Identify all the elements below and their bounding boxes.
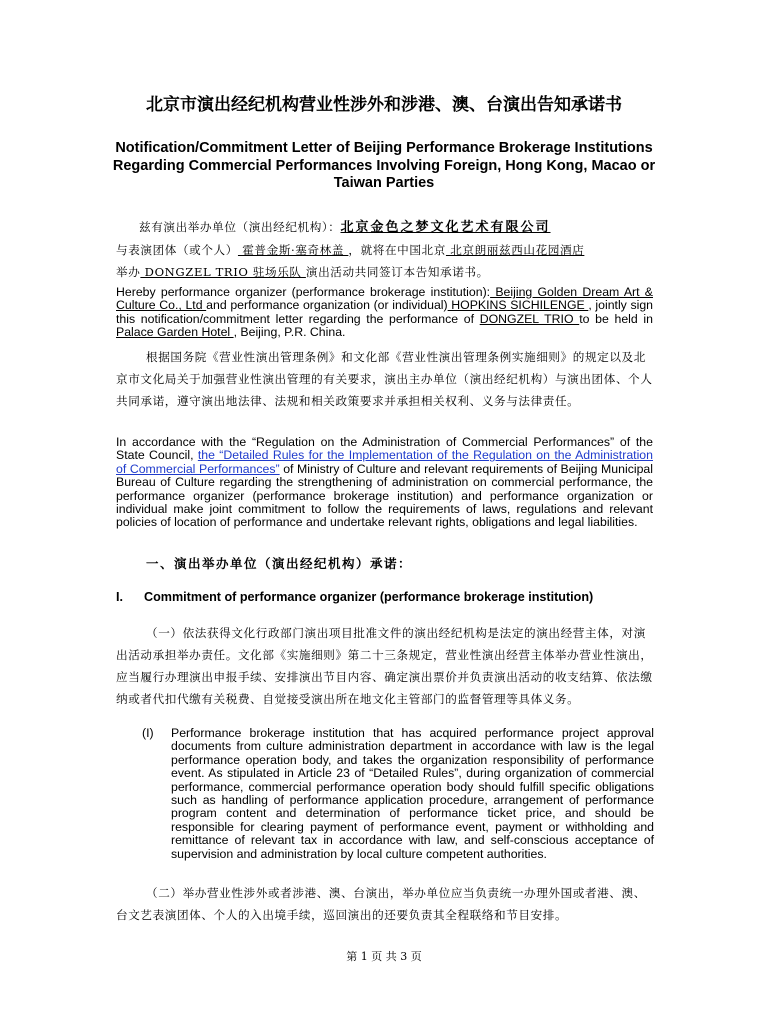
basis-en-text-2: of Ministry of Culture and relevant requirements of Beijing Municipal Bureau of Culture regarding the strengthening of administration on commercial performance, the performance organizer (performance brokerage institution) and performance organization or individual make joint commitment to follow the requirements of laws, regulations and relevant policies of location of performance and undertake relevant rights, obligations and legal liabilities. [116,461,653,530]
intro-chinese [116,216,656,283]
section-heading-english [116,590,656,604]
section-heading-chinese: 一、演出举办单位（演出经纪机构）承诺： [146,556,413,571]
intro-zh-text-5: 演出活动共同签订本告知承诺书。 [305,265,489,279]
performer-name-en: HOPKINS SICHILENGE [447,298,589,313]
legal-basis-chinese: 根据国务院《营业性演出管理条例》和文化部《营业性演出管理条例实施细则》的规定以及北京市文化局关于加强营业性演出管理的有关要求，演出主办单位（演出经纪机构）与演出团体、个人共同承诺，遵守演出地法律、法规和相关政策要求并承担相关权利、义务与法律责任。 [116,350,653,408]
organizer-name-en: Beijing Golden Dream Art & Culture Co., Ltd [116,285,653,313]
event-name-zh: DONGZEL TRIO 驻场乐队 [140,265,306,279]
legal-basis-english [116,436,653,530]
venue-name-en: Palace Garden Hotel [116,325,234,340]
intro-zh-text-2: 与表演团体（或个人） [116,243,238,257]
section-title-english: Commitment of performance organizer (performance brokerage institution) [144,590,594,604]
intro-en-text-2: and performance organization (or individual) [206,298,448,313]
title-english: Notification/Commitment Letter of Beijing Performance Brokerage Institutions Regarding Commercial Performances Involving Foreign, Hong Kong, Macao or Taiwan Parties [112,140,656,191]
intro-zh-text-4: 举办 [116,265,141,279]
title-chinese: 北京市演出经纪机构营业性涉外和涉港、澳、台演出告知承诺书 [146,95,622,115]
intro-zh-text-1: 兹有演出举办单位（演出经纪机构）： [139,220,341,234]
venue-name-zh: 北京朗丽兹西山花园酒店 [445,243,585,257]
intro-english [116,286,653,340]
performer-name-zh: 霍普金斯·塞奇林盖 [237,243,349,257]
basis-en-text-1: In accordance with the “Regulation on the Administration of Commercial Performances” of the State Council, [116,435,653,463]
section-number: I. [116,590,123,604]
item-2-chinese: （二）举办营业性涉外或者涉港、澳、台演出，举办单位应当负责统一办理外国或者港、澳、台文艺表演团体、个人的入出境手续，巡回演出的还要负责其全程联络和节目安排。 [116,886,646,922]
intro-en-text-1: Hereby performance organizer (performance brokerage institution): [116,285,491,299]
intro-zh-text-3: ，就将在中国北京 [348,243,446,257]
detailed-rules-link[interactable]: the “Detailed Rules for the Implementation of the Regulation on the Administration of Commercial Performances” [116,448,653,476]
event-name-en: DONGZEL TRIO [479,311,580,326]
page-footer: 第 1 页 共 3 页 [346,950,422,963]
intro-en-text-5: , Beijing, P.R. China. [233,325,346,340]
organizer-name-zh: 北京金色之梦文化艺术有限公司 [340,220,551,235]
item-1-chinese: （一）依法获得文化行政部门演出项目批准文件的演出经纪机构是法定的演出经营主体，对演出活动承担举办责任。文化部《实施细则》第二十三条规定，营业性演出经营主体举办营业性演出，应当履行办理演出申报手续、安排演出节目内容、确定演出票价并负责演出活动的收支结算、依法缴纳或者代扣代缴有关税费、自觉接受演出所在地文化主管部门的监督管理等具体义务。 [116,626,653,706]
item-1-number: (I) [142,726,154,740]
intro-en-text-4: to be held in [579,311,653,326]
item-1-english-text: Performance brokerage institution that has acquired performance project approval documents from culture administration department in accordance with law is the legal performance operation body, and takes the organization responsibility of performance event. As stipulated in Article 23 of “Detailed Rules”, during organization of commercial performance, commercial performance operation body should fulfill specific obligations such as handling of performance application procedure, arrangement of performance program content and determination of performance ticket price, and should be responsible for clearing payment of performance event, payment or withholding and remittance of relevant tax in accordance with law, and self-conscious acceptance of supervision and administration by local culture competent authorities. [171,726,654,861]
intro-en-text-3: , jointly sign this notification/commitment letter regarding the performance of [116,298,654,326]
